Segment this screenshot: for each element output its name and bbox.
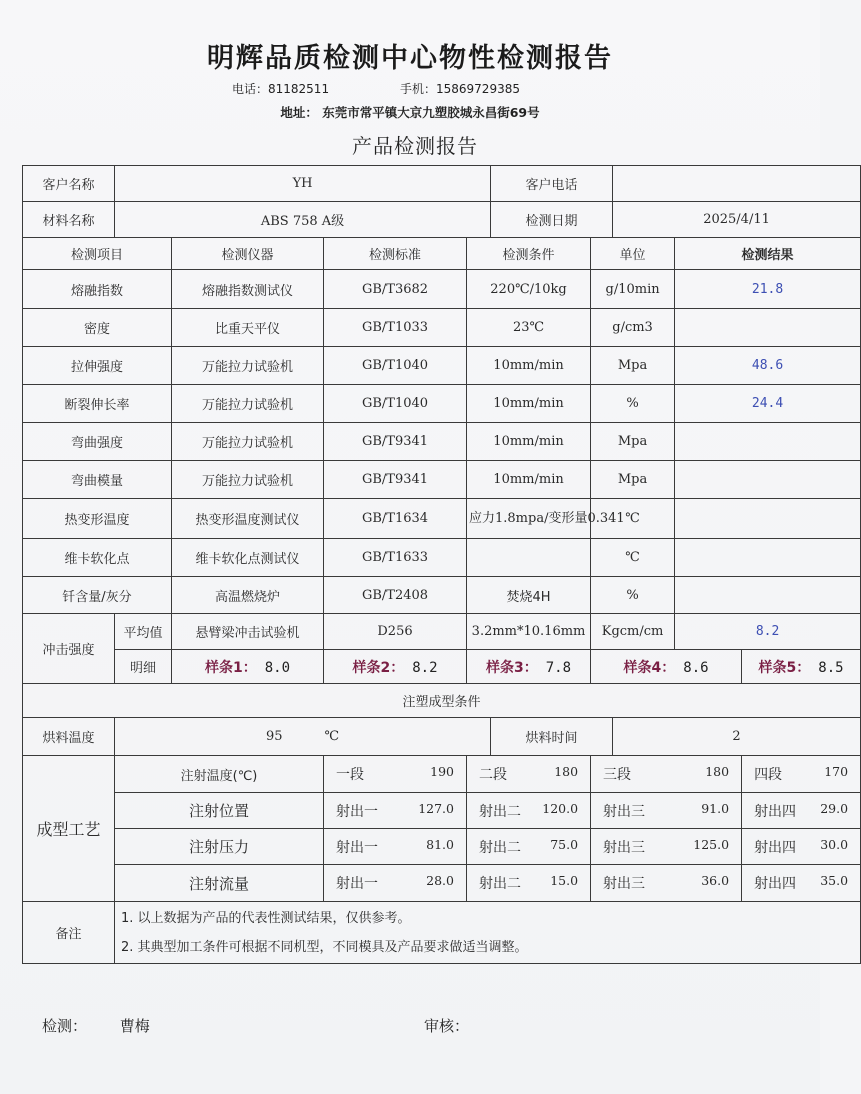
- inj-temp-stage-3: 三段 180: [591, 756, 742, 793]
- row-unit: %: [591, 577, 675, 614]
- row-unit: ℃: [591, 539, 675, 577]
- table-row: [23, 539, 861, 577]
- impact-unit: Kgcm/cm: [591, 614, 675, 650]
- row-condition: [467, 539, 591, 577]
- column-header-row: [23, 238, 861, 270]
- customer-name-value: YH: [115, 166, 491, 202]
- inj-position-2: 射出二 120.0: [467, 793, 591, 829]
- impact-average-row: [23, 614, 861, 650]
- report-title: 明辉品质检测中心物性检测报告: [207, 43, 613, 74]
- row-instrument: 万能拉力试验机: [172, 347, 324, 385]
- inj-pressure-3: 射出三 125.0: [591, 829, 742, 865]
- test-date-label: 检测日期: [491, 202, 613, 238]
- row-standard: GB/T1033: [324, 309, 467, 347]
- remarks-label: 备注: [23, 902, 115, 964]
- sample-4: 样条4： 8.6: [591, 650, 742, 684]
- row-standard: GB/T2408: [324, 577, 467, 614]
- row-unit: g/cm3: [591, 309, 675, 347]
- telephone: 电话：81182511: [232, 82, 330, 96]
- row-result: [675, 423, 861, 461]
- drying-row: [23, 718, 861, 756]
- row-instrument: 比重天平仪: [172, 309, 324, 347]
- row-result: [675, 461, 861, 499]
- row-instrument: 维卡软化点测试仪: [172, 539, 324, 577]
- customer-phone-label: 客户电话: [491, 166, 613, 202]
- row-instrument: 高温燃烧炉: [172, 577, 324, 614]
- inj-flow-2: 射出二 15.0: [467, 865, 591, 902]
- impact-label: 冲击强度: [23, 614, 115, 684]
- inj-pressure-2: 射出二 75.0: [467, 829, 591, 865]
- row-item: 拉伸强度: [23, 347, 172, 385]
- info-row-customer: [23, 166, 861, 202]
- row-condition: 10mm/min: [467, 347, 591, 385]
- remark-line: 1. 以上数据为产品的代表性测试结果，仅供参考。: [121, 910, 411, 926]
- row-condition: 10mm/min: [467, 385, 591, 423]
- row-result: [675, 309, 861, 347]
- row-unit: Mpa: [591, 423, 675, 461]
- table-row: [23, 499, 861, 539]
- material-label: 材料名称: [23, 202, 115, 238]
- report-subtitle: 产品检测报告: [352, 134, 478, 158]
- row-result: [675, 577, 861, 614]
- row-item: 熔融指数: [23, 270, 172, 309]
- inj-temp-stage-1: 一段 190: [324, 756, 467, 793]
- drying-temp-value: 95 ℃: [115, 718, 491, 756]
- process-label: 成型工艺: [23, 756, 115, 902]
- inj-temp-stage-4: 四段 170: [742, 756, 861, 793]
- row-result: 21.8: [675, 270, 861, 309]
- report-table: [22, 165, 861, 964]
- inj-flow-row: [23, 865, 861, 902]
- row-unit: ℃: [591, 499, 675, 539]
- customer-phone-value: [613, 166, 861, 202]
- impact-result: 8.2: [675, 614, 861, 650]
- row-instrument: 万能拉力试验机: [172, 385, 324, 423]
- inj-position-3: 射出三 91.0: [591, 793, 742, 829]
- row-item: 钎含量/灰分: [23, 577, 172, 614]
- impact-instrument: 悬臂梁冲击试验机: [172, 614, 324, 650]
- inj-position-1: 射出一 127.0: [324, 793, 467, 829]
- row-item: 密度: [23, 309, 172, 347]
- col-header-result: 检测结果: [675, 238, 861, 270]
- row-instrument: 万能拉力试验机: [172, 461, 324, 499]
- drying-time-label: 烘料时间: [491, 718, 613, 756]
- row-standard: GB/T1634: [324, 499, 467, 539]
- remark-line: 2. 其典型加工条件可根据不同机型，不同模具及产品要求做适当调整。: [121, 939, 528, 955]
- col-header-instrument: 检测仪器: [172, 238, 324, 270]
- row-condition: 220℃/10kg: [467, 270, 591, 309]
- row-unit: Mpa: [591, 461, 675, 499]
- row-item: 弯曲模量: [23, 461, 172, 499]
- impact-avg-label: 平均值: [115, 614, 172, 650]
- impact-standard: D256: [324, 614, 467, 650]
- row-item: 热变形温度: [23, 499, 172, 539]
- row-condition: 10mm/min: [467, 461, 591, 499]
- row-condition: 焚烧4H: [467, 577, 591, 614]
- row-unit: Mpa: [591, 347, 675, 385]
- row-result: 48.6: [675, 347, 861, 385]
- table-row: [23, 577, 861, 614]
- impact-detail-label: 明细: [115, 650, 172, 684]
- mobile-phone: 手机：15869729385: [400, 82, 520, 96]
- drying-temp-label: 烘料温度: [23, 718, 115, 756]
- sample-2: 样条2： 8.2: [324, 650, 467, 684]
- row-item: 弯曲强度: [23, 423, 172, 461]
- inj-temp-row: [23, 756, 861, 793]
- row-unit: %: [591, 385, 675, 423]
- inj-temp-stage-2: 二段 180: [467, 756, 591, 793]
- inj-pressure-1: 射出一 81.0: [324, 829, 467, 865]
- row-standard: GB/T9341: [324, 461, 467, 499]
- row-result: [675, 499, 861, 539]
- inj-position-row: [23, 793, 861, 829]
- row-unit: g/10min: [591, 270, 675, 309]
- sample-5: 样条5： 8.5: [742, 650, 861, 684]
- customer-name-label: 客户名称: [23, 166, 115, 202]
- row-condition: 23℃: [467, 309, 591, 347]
- impact-detail-row: [23, 650, 861, 684]
- info-row-material: [23, 202, 861, 238]
- remarks-content: [115, 902, 861, 964]
- drying-time-value: 2: [613, 718, 861, 756]
- molding-section-title-row: [23, 684, 861, 718]
- molding-section-title: 注塑成型条件: [23, 684, 861, 718]
- table-row: [23, 347, 861, 385]
- col-header-item: 检测项目: [23, 238, 172, 270]
- row-result: 24.4: [675, 385, 861, 423]
- row-result: [675, 539, 861, 577]
- inj-flow-label: 注射流量: [115, 865, 324, 902]
- row-instrument: 熔融指数测试仪: [172, 270, 324, 309]
- table-row: [23, 385, 861, 423]
- remarks-row: [23, 902, 861, 964]
- row-item: 维卡软化点: [23, 539, 172, 577]
- address: 地址： 东莞市常平镇大京九塑胶城永昌街69号: [280, 105, 540, 120]
- row-instrument: 热变形温度测试仪: [172, 499, 324, 539]
- inj-pressure-label: 注射压力: [115, 829, 324, 865]
- inj-pressure-row: [23, 829, 861, 865]
- tester-name: 曹梅: [119, 1017, 150, 1035]
- table-row: [23, 423, 861, 461]
- sample-1: 样条1： 8.0: [172, 650, 324, 684]
- row-condition: 应力1.8mpa/变形量0.341: [467, 499, 591, 539]
- row-condition: 10mm/min: [467, 423, 591, 461]
- inj-pressure-4: 射出四 30.0: [742, 829, 861, 865]
- table-row: [23, 309, 861, 347]
- table-row: [23, 270, 861, 309]
- row-item: 断裂伸长率: [23, 385, 172, 423]
- row-standard: GB/T1040: [324, 347, 467, 385]
- impact-condition: 3.2mm*10.16mm: [467, 614, 591, 650]
- row-standard: GB/T1040: [324, 385, 467, 423]
- table-row: [23, 461, 861, 499]
- inj-flow-1: 射出一 28.0: [324, 865, 467, 902]
- inj-position-label: 注射位置: [115, 793, 324, 829]
- row-standard: GB/T1633: [324, 539, 467, 577]
- row-standard: GB/T9341: [324, 423, 467, 461]
- sample-3: 样条3： 7.8: [467, 650, 591, 684]
- inj-flow-4: 射出四 35.0: [742, 865, 861, 902]
- row-instrument: 万能拉力试验机: [172, 423, 324, 461]
- tester-signature: 检测： 曹梅: [42, 1017, 150, 1035]
- inj-temp-label: 注射温度(℃): [115, 756, 324, 793]
- col-header-standard: 检测标准: [324, 238, 467, 270]
- material-value: ABS 758 A级: [115, 202, 491, 238]
- inj-position-4: 射出四 29.0: [742, 793, 861, 829]
- col-header-unit: 单位: [591, 238, 675, 270]
- reviewer-signature: 审核：: [424, 1017, 470, 1035]
- row-standard: GB/T3682: [324, 270, 467, 309]
- inj-flow-3: 射出三 36.0: [591, 865, 742, 902]
- test-date-value: 2025/4/11: [613, 202, 861, 238]
- col-header-condition: 检测条件: [467, 238, 591, 270]
